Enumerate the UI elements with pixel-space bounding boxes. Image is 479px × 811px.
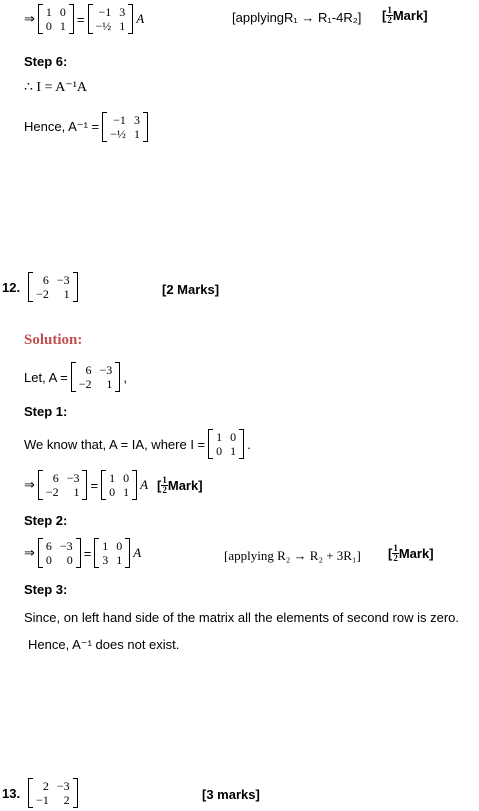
step-2-equation: ⇒ 6 −3 0 0 = 1 0 3 1 A — [24, 539, 142, 567]
matrix-cell: −3 — [99, 363, 113, 377]
matrix-cell: 3 — [133, 113, 140, 127]
matrix-cell: −1 — [36, 793, 49, 807]
matrix-cell: 1 — [73, 485, 80, 499]
equals-sign: = — [76, 11, 85, 27]
matrix-cell: −3 — [56, 273, 70, 287]
matrix-cell: −3 — [59, 539, 73, 553]
half-mark: [ $\frac{1}{2}$ Mark ] — [382, 5, 428, 25]
step-1-label: Step 1: — [24, 404, 68, 419]
matrix-cell: 1 — [106, 377, 113, 391]
matrix-cell: −2 — [78, 377, 92, 391]
matrix-cell: −1 — [113, 113, 126, 127]
matrix-a: A — [136, 11, 145, 26]
step-6-label: Step 6: — [24, 54, 68, 69]
matrix-cell: 1 — [116, 553, 123, 567]
matrix-cell: 2 — [42, 779, 49, 793]
know-text: We know that, A = IA, where I = — [24, 436, 206, 452]
matrix-cell: 1 — [216, 430, 223, 444]
step-2-rhs — [94, 538, 130, 568]
inverse-result — [24, 112, 151, 142]
matrix-cell: 6 — [52, 471, 59, 485]
step-3-text: Since, on left hand side of the matrix all the elements of second row is zero. — [24, 610, 460, 625]
matrix-cell: 6 — [45, 539, 52, 553]
inverse-matrix — [88, 4, 134, 34]
matrix-cell: 0 — [59, 5, 66, 19]
matrix-cell: −½ — [95, 19, 112, 33]
matrix-cell: 0 — [123, 471, 130, 485]
matrix-cell: −2 — [36, 287, 49, 301]
step-1-half-mark: [ $\frac{1}{2}$ Mark ] — [157, 474, 203, 495]
step-2-lhs — [38, 538, 81, 568]
matrix-cell: 1 — [230, 444, 237, 458]
matrix-cell: 2 — [63, 793, 70, 807]
matrix-cell: 3 — [119, 5, 126, 19]
matrix-cell: −3 — [66, 471, 80, 485]
let-text: Let, A = — [24, 369, 68, 385]
let-statement: Let, A = 6 −3 −2 1 , — [24, 363, 127, 391]
matrix-cell: 1 — [45, 5, 52, 19]
matrix-cell: 6 — [42, 273, 49, 287]
step-1-equation: ⇒ 6 −3 −2 1 = 1 0 0 1 A [ $\frac{1}{2}$ Mark ] — [24, 471, 203, 499]
step-2-label: Step 2: — [24, 513, 68, 528]
matrix-cell: 1 — [63, 287, 70, 301]
implies-symbol: ⇒ — [24, 11, 35, 26]
step-1-lhs — [38, 470, 88, 500]
hence-text: Hence, A⁻¹ = — [24, 119, 100, 134]
matrix-cell: 1 — [119, 19, 126, 33]
matrix-cell: 1 — [109, 471, 116, 485]
question-12-matrix — [28, 272, 78, 302]
identity-matrix-def — [208, 429, 244, 459]
matrix-cell: 1 — [102, 539, 109, 553]
question-13-matrix — [28, 778, 78, 808]
matrix-cell: 0 — [45, 19, 52, 33]
step-3-label: Step 3: — [24, 582, 68, 597]
matrix-cell: 0 — [66, 553, 73, 567]
question-12-marks: [2 Marks] — [162, 282, 220, 297]
matrix-cell: −2 — [45, 485, 59, 499]
matrix-cell: 3 — [102, 553, 109, 567]
question-12 — [2, 272, 81, 302]
matrix-cell: 1 — [123, 485, 130, 499]
step-1-rhs — [101, 470, 137, 500]
solution-heading: Solution: — [24, 332, 83, 348]
matrix-cell: 0 — [116, 539, 123, 553]
let-matrix — [71, 362, 121, 392]
no-inverse-conclusion: Hence, A⁻¹ does not exist. — [28, 637, 180, 652]
matrix-cell: 1 — [59, 19, 66, 33]
matrix-cell: −1 — [98, 5, 112, 19]
row-operation-note: [applyingR₁ → R₁-4R₂] — [232, 10, 362, 25]
matrix-cell: 0 — [45, 553, 52, 567]
question-13-number: 13. — [2, 785, 21, 801]
question-13-marks: [3 marks] — [202, 787, 260, 802]
question-number: 12. — [2, 279, 21, 295]
know-statement: We know that, A = IA, where I = 1 0 0 1 . — [24, 430, 251, 458]
matrix-cell: −3 — [56, 779, 70, 793]
step-2-row-operation: [applying R₂ → R₂ + 3R₁] — [224, 548, 361, 563]
inverse-matrix-result — [102, 112, 148, 142]
identity-matrix — [38, 4, 74, 34]
matrix-cell: 1 — [133, 127, 140, 141]
matrix-cell: 0 — [216, 444, 223, 458]
matrix-cell: −½ — [110, 127, 126, 141]
identity-statement: ∴ I = A⁻¹A — [24, 80, 87, 95]
top-equation — [24, 4, 147, 34]
matrix-cell: 6 — [85, 363, 92, 377]
step-2-half-mark: [ $\frac{1}{2}$ Mark ] — [388, 543, 434, 563]
matrix-cell: 0 — [109, 485, 116, 499]
question-13 — [2, 778, 81, 808]
matrix-cell: 0 — [230, 430, 237, 444]
